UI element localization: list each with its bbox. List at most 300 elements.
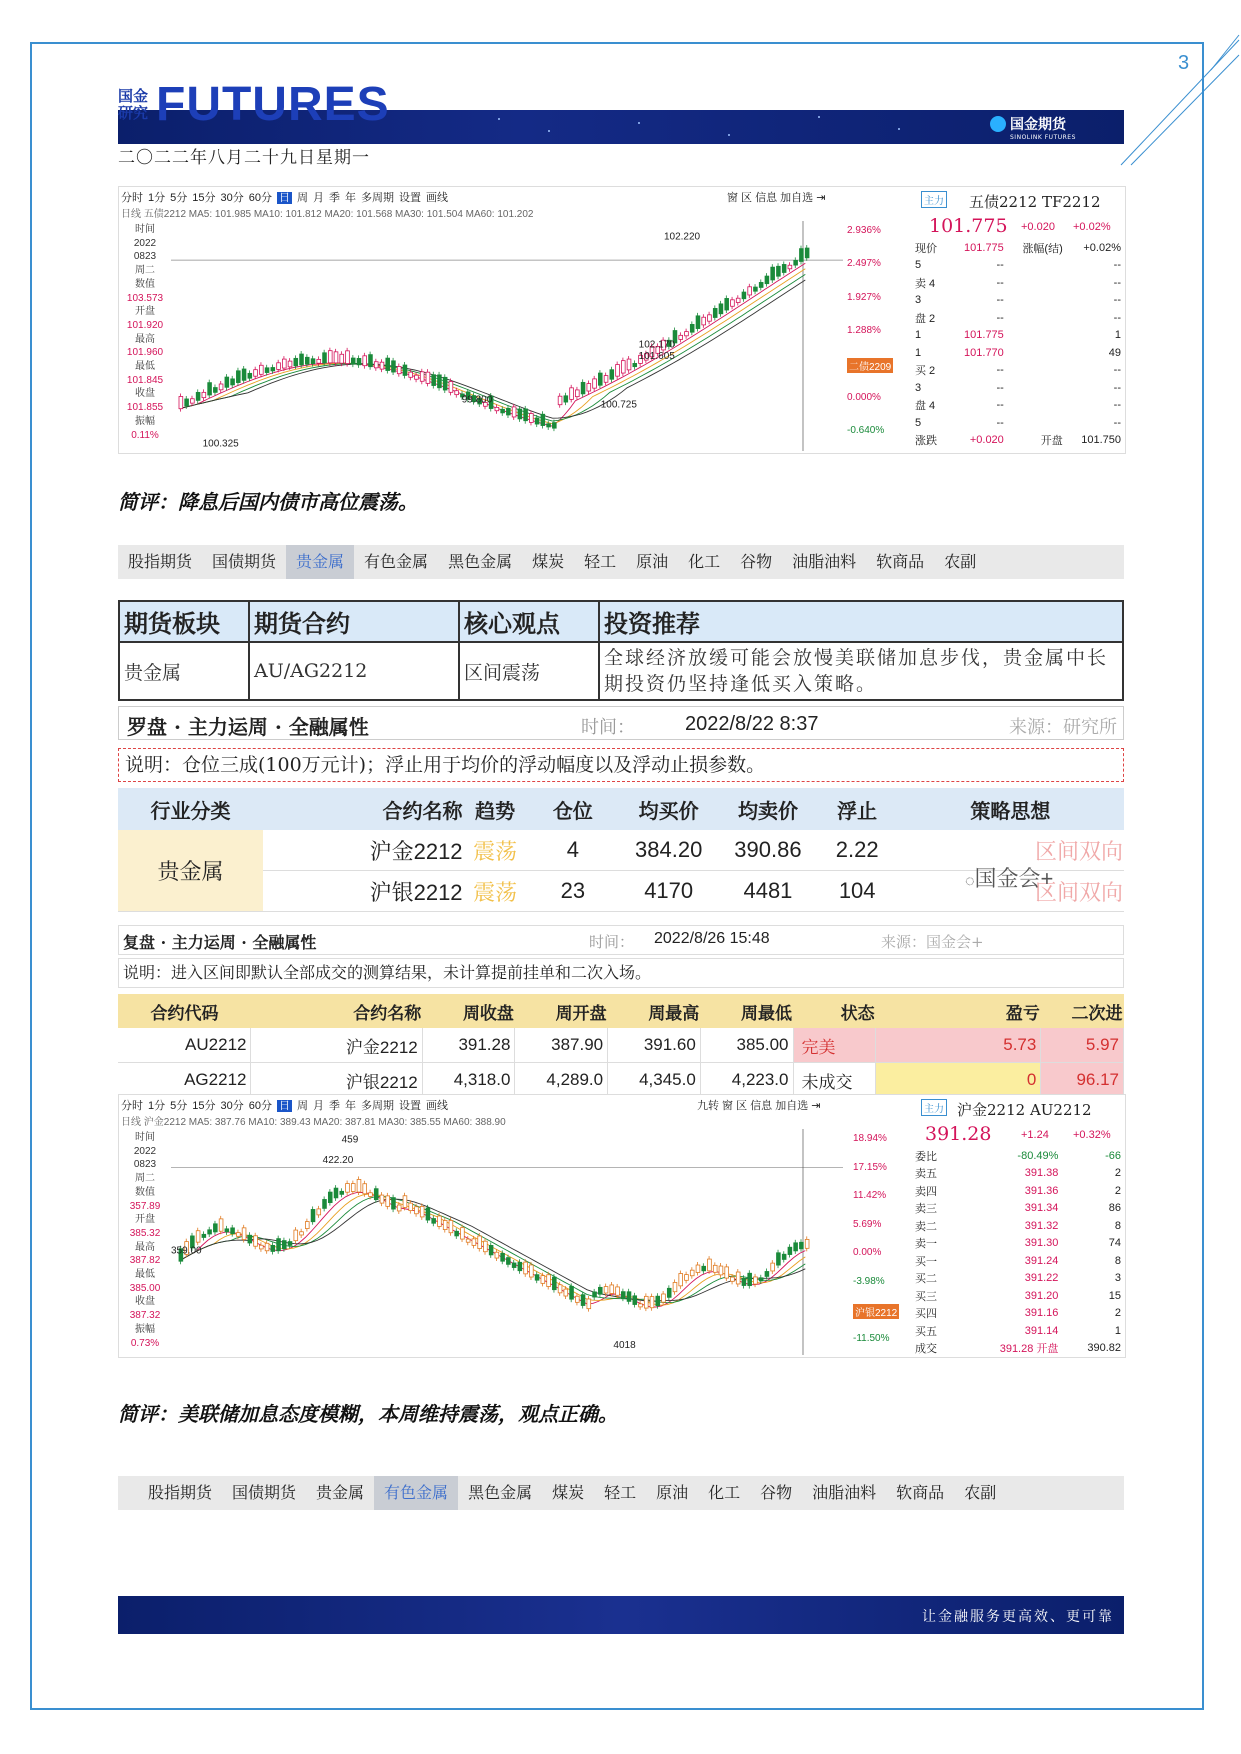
candle — [196, 389, 200, 403]
toolbar-item-2[interactable]: 5分 — [170, 192, 188, 204]
candle — [679, 332, 683, 342]
info-label-12: 收盘 — [135, 388, 155, 400]
compass-note: 说明：仓位三成(100万元计)；浮止用于均价的浮动幅度以及浮动止损参数。 — [118, 748, 1124, 782]
info-label-3: 周二 — [135, 1173, 155, 1185]
order-row — [913, 1147, 1123, 1165]
candle — [328, 348, 332, 366]
review-cell: 385.00 — [700, 1028, 793, 1063]
candle — [529, 411, 533, 426]
candle — [392, 358, 396, 375]
toolbar-item-10[interactable]: 年 — [345, 192, 356, 204]
review-title: 复盘 · 主力运周 · 全融属性 — [123, 933, 317, 952]
order-cell: 391.32 — [1024, 1219, 1059, 1232]
order-cell: 涨跌 — [915, 435, 937, 448]
toolbar-item-3[interactable]: 15分 — [192, 1100, 216, 1112]
candle — [765, 273, 769, 287]
axis-label-1: 2.497% — [847, 258, 881, 270]
candle — [225, 374, 229, 390]
candle — [552, 1274, 556, 1293]
review-th-5: 周最低 — [700, 994, 793, 1028]
candle — [443, 374, 447, 393]
review-cell: 391.28 — [422, 1028, 515, 1063]
order-cell: -- — [996, 364, 1004, 377]
toolbar-item-9[interactable]: 季 — [329, 192, 340, 204]
order-cell: 86 — [1108, 1202, 1121, 1215]
review-th-3: 周开盘 — [515, 994, 608, 1028]
candle — [208, 380, 212, 398]
candle — [667, 1285, 671, 1300]
candle — [438, 372, 442, 391]
candle — [725, 1264, 729, 1281]
candlestick-plot[interactable] — [171, 1129, 843, 1355]
compass-cell: 震荡 — [464, 830, 527, 871]
candle — [282, 356, 286, 371]
order-cell: 1 — [1114, 329, 1121, 342]
order-cell: 委比 — [915, 1150, 937, 1163]
candle — [621, 358, 625, 376]
nav-item-5[interactable]: 煤炭 — [532, 552, 565, 571]
order-cell — [1006, 257, 1065, 275]
candle — [449, 1217, 453, 1235]
axis-label-5: 0.000% — [847, 391, 881, 403]
nav-item-11[interactable]: 软商品 — [876, 552, 925, 571]
compass-time: 2022/8/22 8:37 — [685, 713, 819, 735]
nav-item-2[interactable]: 贵金属 — [316, 1483, 365, 1502]
order-cell: 5 — [915, 416, 922, 429]
order-cell: 101.770 — [964, 346, 1004, 359]
cell-sector: 贵金属 — [119, 642, 249, 700]
nav-item-10[interactable]: 油脂油料 — [812, 1483, 877, 1502]
nav-item-7[interactable]: 原油 — [656, 1483, 689, 1502]
order-cell: -- — [996, 276, 1004, 289]
right-percent-axis — [847, 221, 907, 451]
axis-label-1: 17.15% — [853, 1161, 887, 1173]
candle — [777, 1250, 781, 1268]
candle — [340, 1188, 344, 1197]
compass-category: 贵金属 — [118, 830, 263, 912]
order-cell: 1 — [1114, 1324, 1121, 1337]
order-cell: 现价 — [915, 242, 937, 255]
category-nav-1 — [118, 545, 1124, 579]
compass-cell: 4 — [527, 830, 619, 871]
quote-title: 五债2212 TF2212 — [969, 193, 1101, 211]
toolbar-item-5[interactable]: 60分 — [248, 192, 272, 204]
ma-legend — [121, 1113, 506, 1128]
order-book-table — [913, 1147, 1123, 1357]
toolbar-item-13[interactable]: 画线 — [426, 192, 448, 204]
compass-cell: 384.20 — [619, 830, 718, 871]
chart-toolbar-right[interactable]: 九转 窗 区 信息 加自选 ⇥ — [697, 1100, 821, 1112]
candle — [570, 385, 574, 403]
toolbar-item-12[interactable]: 设置 — [399, 192, 421, 204]
nav-item-3[interactable]: 有色金属 — [374, 1476, 458, 1510]
nav-item-7[interactable]: 原油 — [636, 552, 669, 571]
candle — [357, 355, 361, 367]
order-cell — [1006, 397, 1065, 415]
candle — [409, 1200, 413, 1213]
candle — [782, 1251, 786, 1262]
candle — [357, 1176, 361, 1195]
bond-futures-chart — [118, 186, 1126, 454]
order-cell: -- — [996, 381, 1004, 394]
review-cell: 沪金2212 — [251, 1028, 422, 1063]
candle — [702, 1263, 706, 1274]
toolbar-item-0[interactable]: 分时 — [121, 1100, 143, 1112]
candle — [524, 406, 528, 424]
order-cell: 卖一 — [915, 1238, 937, 1251]
order-row — [913, 1270, 1123, 1288]
candle — [265, 1240, 269, 1253]
order-cell: 3 — [915, 381, 922, 394]
review-table — [118, 994, 1124, 1098]
candle — [581, 1292, 585, 1309]
info-label-5: 357.89 — [129, 1200, 161, 1212]
candle — [213, 1221, 217, 1235]
compass-cell: 沪金2212 — [263, 830, 463, 871]
info-label-10: 最低 — [135, 1269, 155, 1281]
nav-item-10[interactable]: 油脂油料 — [792, 552, 857, 571]
candle — [334, 1185, 338, 1201]
review-cell: 4,289.0 — [515, 1063, 608, 1098]
order-cell — [1006, 309, 1065, 327]
order-cell: 391.36 — [1024, 1184, 1059, 1197]
candle — [300, 1229, 304, 1238]
order-row — [913, 362, 1123, 380]
chart-toolbar-right[interactable]: 窗 区 信息 加自选 ⇥ — [727, 192, 826, 204]
compass-cell: 4170 — [619, 871, 718, 912]
candle — [386, 355, 390, 373]
toolbar-item-13[interactable]: 画线 — [426, 1100, 448, 1112]
candle — [363, 353, 367, 369]
order-cell: 74 — [1108, 1237, 1121, 1250]
nav-item-12[interactable]: 农副 — [964, 1483, 997, 1502]
order-cell — [1006, 362, 1065, 380]
candle — [788, 1244, 792, 1257]
nav-item-6[interactable]: 轻工 — [584, 552, 617, 571]
candle — [633, 360, 637, 369]
info-label-1: 2022 — [133, 1145, 157, 1157]
order-cell: 391.30 — [1024, 1237, 1059, 1250]
nav-item-8[interactable]: 化工 — [708, 1483, 741, 1502]
candle — [196, 1228, 200, 1245]
review-header-row — [118, 994, 1124, 1028]
candle — [800, 246, 804, 265]
info-label-4: 数值 — [135, 278, 155, 290]
candle — [708, 1256, 712, 1274]
order-cell: 49 — [1108, 346, 1121, 359]
toolbar-item-0[interactable]: 分时 — [121, 192, 143, 204]
order-row — [913, 1200, 1123, 1218]
order-cell — [1006, 327, 1065, 345]
candle — [748, 1270, 752, 1288]
candle — [713, 305, 717, 320]
axis-label-4: 0.00% — [853, 1247, 882, 1259]
candle — [593, 1289, 597, 1300]
review-row — [118, 1028, 1124, 1063]
info-label-11: 385.00 — [129, 1282, 161, 1294]
toolbar-item-1[interactable]: 1分 — [148, 192, 166, 204]
order-cell: 盘 2 — [915, 312, 936, 325]
candle — [696, 1262, 700, 1275]
info-label-6: 开盘 — [135, 306, 155, 318]
toolbar-item-4[interactable]: 30分 — [220, 192, 244, 204]
compass-th-5: 均卖价 — [718, 788, 817, 830]
candle — [690, 321, 694, 335]
quote-change: +1.24 — [1021, 1129, 1049, 1141]
order-cell: -- — [996, 416, 1004, 429]
order-cell: 2 — [1114, 1307, 1121, 1320]
axis-label-6: 沪银2212 — [853, 1304, 899, 1319]
review-th-4: 周最高 — [608, 994, 701, 1028]
info-label-3: 周二 — [135, 265, 155, 277]
order-cell: 卖 4 — [915, 277, 936, 290]
candle — [587, 1296, 591, 1312]
compass-th-0: 行业分类 — [118, 788, 263, 830]
candle — [604, 373, 608, 386]
candle — [202, 389, 206, 400]
order-cell: 2 — [1114, 1184, 1121, 1197]
nav-item-1[interactable]: 国债期货 — [232, 1483, 297, 1502]
info-label-4: 数值 — [135, 1186, 155, 1198]
compass-th-2: 趋势 — [464, 788, 527, 830]
order-cell: 3 — [1114, 1272, 1121, 1285]
toolbar-item-6[interactable]: 日 — [279, 1100, 290, 1112]
brand-name: 国金期货 SINOLINK FUTURES — [1010, 117, 1076, 141]
order-cell: 391.24 — [1024, 1254, 1059, 1267]
candle — [805, 245, 809, 261]
info-label-14: 振幅 — [135, 415, 155, 427]
candle — [489, 1242, 493, 1257]
price-annotation: 459 — [341, 1134, 359, 1146]
corner-decoration — [1111, 30, 1241, 170]
candle — [288, 1239, 292, 1249]
order-row — [913, 1287, 1123, 1305]
candle — [346, 1181, 350, 1196]
order-cell: -- — [1113, 294, 1121, 307]
candle — [535, 1272, 539, 1284]
candle — [300, 351, 304, 368]
candle — [616, 362, 620, 380]
candle — [478, 1233, 482, 1252]
candle — [294, 1227, 298, 1244]
toolbar-item-3[interactable]: 15分 — [192, 192, 216, 204]
candle — [392, 1195, 396, 1212]
nav-item-8[interactable]: 化工 — [688, 552, 721, 571]
toolbar-item-11[interactable]: 多周期 — [361, 192, 394, 204]
review-cell: 未成交 — [793, 1063, 876, 1098]
toolbar-item-8[interactable]: 月 — [313, 1100, 324, 1112]
order-cell: 8 — [1114, 1254, 1121, 1267]
order-cell — [1006, 379, 1065, 397]
nav-item-1[interactable]: 国债期货 — [212, 552, 277, 571]
price-annotation: 101.605 — [638, 351, 675, 362]
gold-futures-chart — [118, 1094, 1126, 1358]
candle — [380, 359, 384, 372]
candle — [236, 368, 240, 386]
candle — [673, 1279, 677, 1294]
toolbar-item-9[interactable]: 季 — [329, 1100, 340, 1112]
nav-item-4[interactable]: 黑色金属 — [468, 1483, 533, 1502]
candle — [685, 329, 689, 339]
order-cell — [1006, 274, 1065, 292]
info-label-10: 最低 — [135, 361, 155, 373]
candle — [495, 1249, 499, 1261]
candle — [512, 404, 516, 420]
axis-label-3: 5.69% — [853, 1218, 882, 1230]
core-view-table — [118, 600, 1124, 701]
price-annotation: 4018 — [613, 1340, 636, 1352]
candle — [380, 1192, 384, 1206]
chart-info-panel — [121, 223, 169, 442]
order-row — [913, 1235, 1123, 1253]
candle — [259, 362, 263, 377]
toolbar-item-11[interactable]: 多周期 — [361, 1100, 394, 1112]
candle — [759, 279, 763, 290]
nav-item-0[interactable]: 股指期货 — [148, 1483, 213, 1502]
compass-cell: 区间双向 — [897, 830, 1124, 871]
candle — [748, 284, 752, 298]
candle — [719, 1263, 723, 1278]
quote-title: 沪金2212 AU2212 — [957, 1101, 1092, 1119]
candle — [225, 1226, 229, 1235]
candle — [547, 1272, 551, 1290]
toolbar-item-12[interactable]: 设置 — [399, 1100, 421, 1112]
toolbar-item-5[interactable]: 60分 — [248, 1100, 272, 1112]
info-label-2: 0823 — [133, 1159, 157, 1171]
review-row — [118, 1063, 1124, 1098]
order-row — [913, 1305, 1123, 1323]
wechat-watermark: ◌国金会+ — [965, 866, 1054, 891]
candle — [598, 1284, 602, 1297]
candle — [213, 385, 217, 396]
nav-item-12[interactable]: 农副 — [944, 552, 977, 571]
toolbar-item-8[interactable]: 月 — [313, 192, 324, 204]
candle — [455, 1228, 459, 1239]
order-cell: -- — [1113, 276, 1121, 289]
ma-text: 日线 五债2212 MA5: 101.985 MA10: 101.812 MA20: 101.568 MA30: 101.504 MA60: 101.202 — [121, 209, 534, 220]
candle — [179, 393, 183, 411]
info-label-11: 101.845 — [126, 374, 164, 386]
toolbar-item-1[interactable]: 1分 — [148, 1100, 166, 1112]
info-label-6: 开盘 — [135, 1214, 155, 1226]
candle — [403, 362, 407, 378]
order-cell: -66 — [1105, 1149, 1121, 1162]
candle — [771, 264, 775, 283]
axis-label-6: -0.640% — [847, 425, 885, 436]
brand-logo-icon — [990, 116, 1006, 132]
review-time: 2022/8/26 15:48 — [654, 930, 770, 947]
candle — [685, 1272, 689, 1284]
cell-contract: AU/AG2212 — [249, 642, 459, 700]
nav-item-3[interactable]: 有色金属 — [364, 552, 429, 571]
nav-item-9[interactable]: 谷物 — [740, 552, 773, 571]
order-cell: 买二 — [915, 1273, 937, 1286]
order-cell: 3 — [915, 294, 922, 307]
candle — [190, 396, 194, 406]
candle — [679, 1271, 683, 1289]
candle — [593, 376, 597, 391]
review-cell: AG2212 — [118, 1063, 251, 1098]
compass-source: 来源：研究所 — [1009, 717, 1117, 738]
candle — [702, 314, 706, 328]
order-row — [913, 1182, 1123, 1200]
toolbar-item-4[interactable]: 30分 — [220, 1100, 244, 1112]
order-cell: 391.16 — [1024, 1307, 1059, 1320]
candle — [742, 289, 746, 302]
compass-th-6: 浮止 — [818, 788, 897, 830]
nav-item-0[interactable]: 股指期货 — [128, 552, 193, 571]
review-cell: 5.97 — [1041, 1028, 1124, 1063]
candle — [219, 381, 223, 393]
order-cell: -- — [1113, 259, 1121, 272]
candle — [277, 1236, 281, 1254]
nav-item-11[interactable]: 软商品 — [896, 1483, 945, 1502]
nav-item-5[interactable]: 煤炭 — [552, 1483, 585, 1502]
main-contract-tag: 主力 — [921, 1099, 947, 1116]
candle — [587, 381, 591, 394]
candle — [754, 284, 758, 294]
order-cell: 101.775 — [964, 329, 1004, 342]
candlestick-plot[interactable] — [171, 221, 843, 451]
toolbar-item-10[interactable]: 年 — [345, 1100, 356, 1112]
wechat-icon: ◌ — [965, 873, 975, 890]
candle — [403, 1193, 407, 1211]
compass-th-3: 仓位 — [527, 788, 619, 830]
toolbar-item-2[interactable]: 5分 — [170, 1100, 188, 1112]
nav-item-2[interactable]: 贵金属 — [286, 545, 354, 579]
order-cell — [1006, 292, 1065, 310]
candle — [219, 1216, 223, 1234]
axis-label-3: 1.288% — [847, 325, 881, 336]
right-percent-axis — [853, 1129, 913, 1355]
review-cell: 4,318.0 — [422, 1063, 515, 1098]
compass-cell: 23 — [527, 871, 619, 912]
toolbar-item-6[interactable]: 日 — [279, 192, 290, 204]
chart-toolbar[interactable] — [121, 189, 453, 205]
review-cell: 沪银2212 — [251, 1063, 422, 1098]
candle — [386, 1193, 390, 1209]
order-cell: 成交 — [915, 1343, 937, 1356]
chart-toolbar[interactable] — [121, 1097, 453, 1113]
compass-table — [118, 788, 1124, 912]
compass-title-row — [118, 706, 1124, 740]
info-label-13: 101.855 — [126, 402, 164, 414]
candle — [397, 364, 401, 377]
order-cell: 卖二 — [915, 1220, 937, 1233]
candle — [690, 1267, 694, 1279]
review-th-2: 周收盘 — [422, 994, 515, 1028]
compass-title: 罗盘 · 主力运周 · 全融属性 — [127, 715, 369, 739]
toolbar-item-7[interactable]: 周 — [297, 1100, 308, 1112]
order-cell: +0.020 — [969, 434, 1004, 447]
candle — [426, 1205, 430, 1223]
order-cell: 卖四 — [915, 1185, 937, 1198]
nav-item-6[interactable]: 轻工 — [604, 1483, 637, 1502]
review-th-0: 合约代码 — [118, 994, 251, 1028]
candle — [461, 1225, 465, 1242]
order-cell: 买一 — [915, 1255, 937, 1268]
review-cell: AU2212 — [118, 1028, 251, 1063]
candle — [518, 406, 522, 422]
axis-label-5: -3.98% — [853, 1275, 885, 1287]
nav-item-9[interactable]: 谷物 — [760, 1483, 793, 1502]
toolbar-item-7[interactable]: 周 — [297, 192, 308, 204]
nav-item-4[interactable]: 黑色金属 — [448, 552, 513, 571]
candle — [202, 1231, 206, 1240]
candle — [633, 1293, 637, 1308]
quote-panel — [913, 189, 1125, 449]
review-cell: 5.73 — [876, 1028, 1041, 1063]
